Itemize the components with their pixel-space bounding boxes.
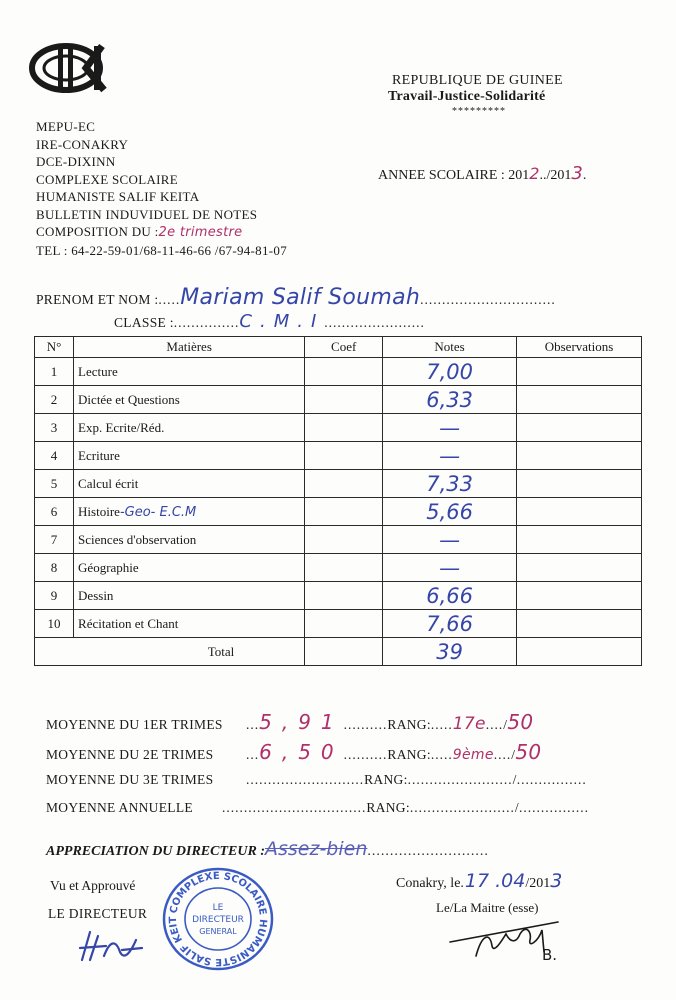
row-note: —: [383, 442, 517, 470]
table-row: [35, 358, 642, 386]
average-value: 5,91: [259, 710, 344, 734]
appreciation-value: Assez-bien: [264, 838, 368, 860]
row-obs: [517, 526, 642, 554]
school-tel: TEL : 64-22-59-01/68-11-46-66 /67-94-81-07: [36, 242, 288, 258]
republic-motto: Travail-Justice-Solidarité: [388, 89, 546, 104]
appreciation-label: APPRECIATION DU DIRECTEUR :: [46, 844, 265, 859]
row-subject-text: Sciences d'observation: [78, 531, 197, 547]
row-subject-text: Ecriture: [78, 447, 120, 463]
row-coef: [305, 498, 383, 526]
table-row: [35, 386, 642, 414]
rang-value: 17e: [452, 714, 486, 734]
row-subject: [74, 554, 305, 582]
row-num: 9: [35, 582, 74, 610]
row-obs: [517, 498, 642, 526]
row-subject-text: Calcul écrit: [78, 475, 139, 491]
row-subject: [74, 582, 305, 610]
stamp-center-2: DIRECTEUR: [192, 915, 244, 925]
appreciation-row: APPRECIATION DU DIRECTEUR :Assez-bien...........................: [46, 838, 489, 860]
school-line-2: IRE-CONAKRY: [36, 136, 129, 152]
row-coef: [305, 414, 383, 442]
row-num: 8: [35, 554, 74, 582]
rang-of: 50: [515, 740, 542, 764]
year-end: .: [582, 168, 587, 183]
table-row: [35, 610, 642, 638]
total-value: 39: [383, 638, 517, 666]
row-subject-text: Géographie: [78, 559, 139, 575]
table-row: [35, 498, 642, 526]
row-subject: [74, 610, 305, 638]
school-year: [378, 163, 586, 184]
composition-value: 2e trimestre: [158, 225, 243, 240]
student-name-value: Mariam Salif Soumah: [180, 285, 421, 310]
teacher-initial: B.: [542, 946, 558, 964]
row-subject: [74, 470, 305, 498]
row-note: 7,00: [383, 358, 517, 386]
row-subject: [74, 442, 305, 470]
composition-row: [36, 223, 287, 242]
row-subject: [74, 358, 305, 386]
student-class-value: C.M.I: [239, 311, 325, 332]
student-class-row: CLASSE :...............C.M.I.......................: [114, 311, 425, 332]
row-note: 7,33: [383, 470, 517, 498]
row-obs: [517, 554, 642, 582]
row-subject-handwritten: -Geo- E.C.M: [119, 504, 197, 520]
date-row: Conakry, le.17 .04/2013: [396, 870, 563, 892]
row-note: 5,66: [383, 498, 517, 526]
stamp-center-1: LE: [212, 903, 224, 913]
average-row-2: MOYENNE DU 2E TRIMES ...6,50..........RANG:.....9ème..../50: [46, 740, 542, 764]
table-row: [35, 526, 642, 554]
date-handwritten: 17 .04: [464, 870, 526, 892]
header-obs: Observations: [517, 337, 642, 358]
row-coef: [305, 554, 383, 582]
average-row-1: MOYENNE DU 1ER TRIMES ...5,91..........RANG:.....17e..../50: [46, 710, 534, 734]
average-label: MOYENNE DU 3E TRIMES: [46, 772, 214, 787]
row-num: 3: [35, 414, 74, 442]
composition-label: COMPOSITION DU :: [36, 224, 159, 239]
row-subject: [74, 498, 305, 526]
student-name-row: PRENOM ET NOM :.....Mariam Salif Soumah...............................: [36, 285, 556, 310]
row-obs: [517, 358, 642, 386]
stamp-center-3: GENERAL: [199, 927, 237, 936]
rang-label: RANG:: [387, 747, 431, 762]
rang-of: 50: [507, 710, 534, 734]
table-row: [35, 442, 642, 470]
row-num: 5: [35, 470, 74, 498]
row-subject-text: Dictée et Questions: [78, 391, 180, 407]
year-hw2: 3: [571, 163, 583, 184]
teacher-label: Le/La Maitre (esse): [436, 900, 539, 915]
table-row: [35, 414, 642, 442]
row-note: 6,33: [383, 386, 517, 414]
row-coef: [305, 358, 383, 386]
total-coef: [305, 638, 383, 666]
approved-label: Vu et Approuvé: [50, 878, 136, 893]
header-notes: Notes: [383, 337, 517, 358]
row-coef: [305, 470, 383, 498]
school-line-5: HUMANISTE SALIF KEITA: [36, 189, 200, 204]
total-label: Total: [74, 638, 305, 666]
row-subject-text: Lecture: [78, 363, 118, 379]
row-subject: [74, 526, 305, 554]
average-label: MOYENNE DU 1ER TRIMES: [46, 717, 223, 732]
school-block: [36, 118, 287, 259]
rang-label: RANG:: [364, 772, 408, 787]
average-row-4: MOYENNE ANNUELLE .................................RANG:......................../................: [46, 800, 589, 815]
row-obs: [517, 442, 642, 470]
rang-label: RANG:: [387, 717, 431, 732]
header-subject: Matières: [74, 337, 305, 358]
republic-stars: *********: [452, 106, 506, 117]
row-coef: [305, 526, 383, 554]
row-num: 6: [35, 498, 74, 526]
row-subject-text: Dessin: [78, 587, 114, 603]
row-subject: [74, 414, 305, 442]
row-coef: [305, 442, 383, 470]
row-subject-text: Histoire: [78, 503, 120, 519]
row-note: —: [383, 414, 517, 442]
row-num: 4: [35, 442, 74, 470]
director-signature: [76, 926, 146, 973]
school-stamp: [160, 866, 276, 972]
row-subject-text: Récitation et Chant: [78, 615, 179, 631]
table-row: [35, 470, 642, 498]
school-line-4: COMPLEXE SCOLAIRE: [36, 171, 178, 187]
row-obs: [517, 582, 642, 610]
header-coef: Coef: [305, 337, 383, 358]
row-obs: [517, 414, 642, 442]
row-note: —: [383, 526, 517, 554]
row-obs: [517, 470, 642, 498]
row-subject-text: Exp. Ecrite/Réd.: [78, 419, 165, 435]
grades-table: [34, 336, 642, 666]
row-num: 2: [35, 386, 74, 414]
school-line-1: MEPU-EC: [36, 119, 96, 134]
average-label: MOYENNE DU 2E TRIMES: [46, 747, 214, 762]
row-num: 7: [35, 526, 74, 554]
average-label: MOYENNE ANNUELLE: [46, 800, 193, 815]
director-label: LE DIRECTEUR: [48, 906, 148, 921]
row-note: 6,66: [383, 582, 517, 610]
header-num: N°: [35, 337, 74, 358]
table-row: [35, 582, 642, 610]
row-subject: [74, 386, 305, 414]
row-note: 7,66: [383, 610, 517, 638]
school-line-6: BULLETIN INDUVIDUEL DE NOTES: [36, 206, 258, 222]
row-num: 10: [35, 610, 74, 638]
republic-name: REPUBLIQUE DE GUINEE: [392, 73, 563, 88]
date-handwritten-2: 3: [550, 870, 563, 892]
stamp-ring-text: COMPLEXE SCOLAIRE HUMANISTE SALIF KEIT: [167, 870, 269, 968]
school-logo: [28, 40, 128, 96]
year-mid: ../201: [539, 168, 572, 183]
average-value: 6,50: [259, 740, 344, 764]
rang-value: 9ème: [452, 747, 494, 763]
row-coef: [305, 610, 383, 638]
date-end: /201: [525, 876, 551, 891]
table-header-row: [35, 337, 642, 358]
row-note: —: [383, 554, 517, 582]
table-row: [35, 554, 642, 582]
row-obs: [517, 610, 642, 638]
rang-label: RANG:: [366, 800, 410, 815]
student-class-label: CLASSE :: [114, 315, 174, 330]
total-obs: [517, 638, 642, 666]
year-label: ANNEE SCOLAIRE : 201: [378, 168, 530, 183]
row-coef: [305, 386, 383, 414]
year-hw1: 2: [529, 164, 540, 183]
row-coef: [305, 582, 383, 610]
row-num: 1: [35, 358, 74, 386]
average-row-3: MOYENNE DU 3E TRIMES ...........................RANG:......................../................: [46, 772, 587, 787]
teacher-signature: [446, 912, 596, 972]
row-obs: [517, 386, 642, 414]
table-total-row: [35, 638, 642, 666]
school-line-3: DCE-DIXINN: [36, 154, 116, 169]
student-name-label: PRENOM ET NOM :: [36, 292, 159, 307]
place-label: Conakry, le: [396, 876, 461, 891]
